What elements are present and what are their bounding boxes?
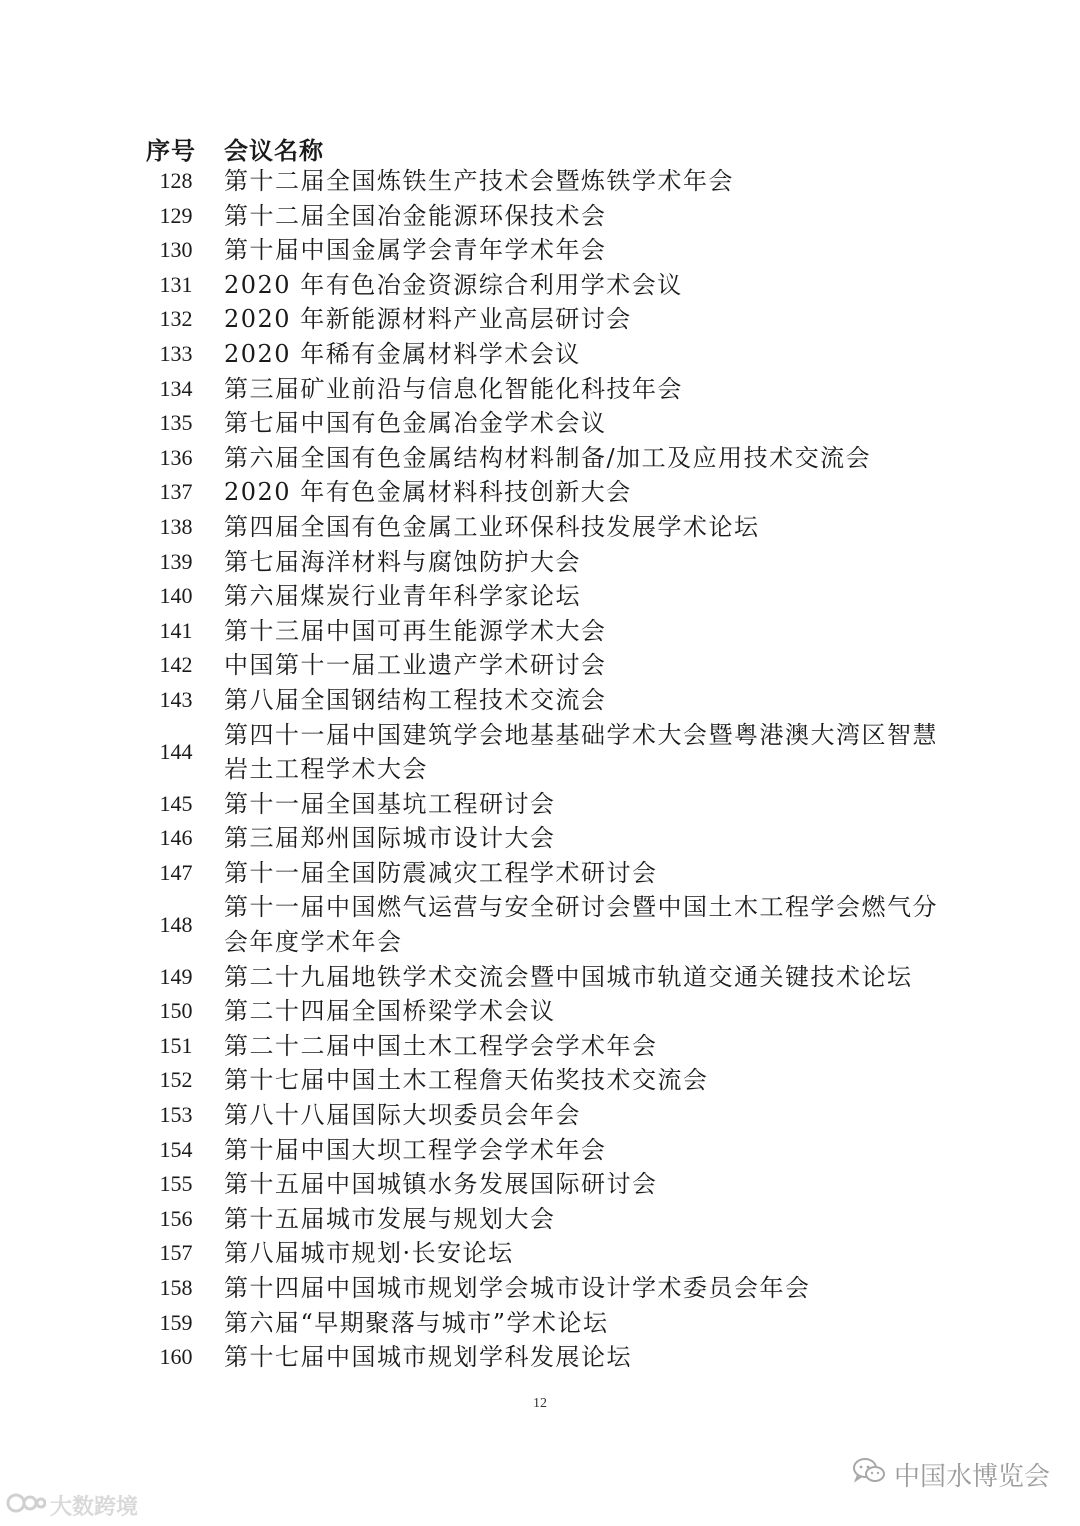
table-row bbox=[146, 960, 946, 995]
header-name-label: 会议名称 bbox=[224, 135, 324, 165]
row-number: 135 bbox=[159, 410, 193, 436]
table-row bbox=[146, 545, 946, 580]
row-number: 142 bbox=[159, 652, 193, 678]
table-row bbox=[146, 475, 946, 510]
table-row bbox=[146, 1236, 946, 1271]
row-number: 133 bbox=[159, 340, 193, 366]
conference-name: 第八届全国钢结构工程技术交流会 bbox=[224, 685, 607, 714]
table-row bbox=[146, 890, 946, 959]
table-header bbox=[146, 128, 324, 168]
table-row bbox=[146, 994, 946, 1029]
conference-name: 第二十四届全国桥梁学术会议 bbox=[224, 997, 556, 1026]
conference-name: 第十一届中国燃气运营与安全研讨会暨中国土木工程学会燃气分会年度学术年会 bbox=[224, 893, 938, 957]
row-number: 145 bbox=[159, 790, 193, 816]
conference-name: 第六届“早期聚落与城市”学术论坛 bbox=[224, 1308, 609, 1337]
row-number: 146 bbox=[159, 825, 193, 851]
table-row bbox=[146, 406, 946, 441]
row-number: 150 bbox=[159, 998, 193, 1024]
row-number: 128 bbox=[159, 168, 193, 193]
table-row bbox=[146, 614, 946, 649]
table-row bbox=[146, 302, 946, 337]
row-number: 152 bbox=[159, 1067, 193, 1093]
row-number: 143 bbox=[159, 686, 193, 712]
conference-name: 第四届全国有色金属工业环保科技发展学术论坛 bbox=[224, 512, 760, 541]
conference-name: 第四十一届中国建筑学会地基基础学术大会暨粤港澳大湾区智慧岩土工程学术大会 bbox=[224, 720, 938, 784]
table-row bbox=[146, 1340, 946, 1375]
header-number-label: 序号 bbox=[146, 135, 196, 165]
conference-name: 第八十八届国际大坝委员会年会 bbox=[224, 1101, 581, 1130]
row-number: 132 bbox=[159, 306, 193, 332]
conference-name: 第十五届城市发展与规划大会 bbox=[224, 1204, 556, 1233]
table-row bbox=[146, 233, 946, 268]
conference-name: 第六届煤炭行业青年科学家论坛 bbox=[224, 582, 581, 611]
table-row bbox=[146, 372, 946, 407]
conference-name: 2020 年有色冶金资源综合利用学术会议 bbox=[224, 270, 683, 299]
conference-name: 第十五届中国城镇水务发展国际研讨会 bbox=[224, 1170, 658, 1199]
row-number: 159 bbox=[159, 1309, 193, 1335]
conference-name: 第六届全国有色金属结构材料制备/加工及应用技术交流会 bbox=[224, 443, 872, 472]
page-number: 12 bbox=[533, 1396, 547, 1411]
conference-name: 第十七届中国土木工程詹天佑奖技术交流会 bbox=[224, 1066, 709, 1095]
conference-name: 第十四届中国城市规划学会城市设计学术委员会年会 bbox=[224, 1274, 811, 1302]
conference-name: 第十一届全国基坑工程研讨会 bbox=[224, 789, 556, 818]
table-row bbox=[146, 579, 946, 614]
row-number: 144 bbox=[159, 738, 193, 764]
conference-name: 第二十九届地铁学术交流会暨中国城市轨道交通关键技术论坛 bbox=[224, 962, 913, 991]
row-number: 131 bbox=[159, 271, 193, 297]
conference-name: 2020 年有色金属材料科技创新大会 bbox=[224, 478, 632, 507]
row-number: 149 bbox=[159, 963, 193, 989]
row-number: 153 bbox=[159, 1102, 193, 1128]
row-number: 134 bbox=[159, 375, 193, 401]
watermark-right-text: 中国水博览会 bbox=[893, 1462, 1050, 1492]
row-number: 136 bbox=[159, 444, 193, 470]
row-number: 129 bbox=[159, 202, 193, 228]
logo-mark-icon bbox=[6, 1491, 46, 1521]
conference-name: 第十届中国金属学会青年学术年会 bbox=[224, 236, 607, 265]
conference-name: 第七届中国有色金属冶金学术会议 bbox=[224, 409, 607, 438]
table-row bbox=[146, 648, 946, 683]
watermark-left-text: 大数跨境 bbox=[50, 1495, 139, 1520]
table-row bbox=[146, 337, 946, 372]
row-number: 151 bbox=[159, 1032, 193, 1058]
wechat-icon bbox=[852, 1457, 886, 1492]
row-number: 130 bbox=[159, 237, 193, 263]
table-row bbox=[146, 1133, 946, 1168]
conference-name: 第七届海洋材料与腐蚀防护大会 bbox=[224, 547, 581, 576]
watermark-wechat bbox=[852, 1456, 1050, 1493]
table-row bbox=[146, 718, 946, 787]
row-number: 138 bbox=[159, 513, 193, 539]
table-row bbox=[146, 856, 946, 891]
row-number: 157 bbox=[159, 1240, 193, 1266]
row-number: 156 bbox=[159, 1205, 193, 1231]
table-row bbox=[146, 1306, 946, 1341]
conference-name: 中国第十一届工业遗产学术研讨会 bbox=[224, 651, 607, 680]
table-row bbox=[146, 787, 946, 822]
conference-list bbox=[146, 164, 946, 1375]
table-row bbox=[146, 164, 946, 199]
conference-name: 第三届矿业前沿与信息化智能化科技年会 bbox=[224, 374, 683, 403]
watermark-site bbox=[6, 1490, 138, 1521]
conference-name: 第十一届全国防震减灾工程学术研讨会 bbox=[224, 858, 658, 887]
row-number: 137 bbox=[159, 479, 193, 505]
conference-name: 第三届郑州国际城市设计大会 bbox=[224, 824, 556, 853]
table-row bbox=[146, 1271, 946, 1306]
table-row bbox=[146, 1202, 946, 1237]
conference-name: 第八届城市规划·长安论坛 bbox=[224, 1239, 514, 1268]
conference-name: 2020 年稀有金属材料学术会议 bbox=[224, 339, 581, 368]
table-row bbox=[146, 683, 946, 718]
table-row bbox=[146, 441, 946, 476]
table-row bbox=[146, 821, 946, 856]
table-row bbox=[146, 1029, 946, 1064]
row-number: 148 bbox=[159, 911, 193, 937]
conference-name: 第十七届中国城市规划学科发展论坛 bbox=[224, 1343, 632, 1372]
row-number: 139 bbox=[159, 548, 193, 574]
conference-name: 第十届中国大坝工程学会学术年会 bbox=[224, 1135, 607, 1164]
table-row bbox=[146, 1098, 946, 1133]
row-number: 160 bbox=[159, 1344, 193, 1370]
table-row bbox=[146, 199, 946, 234]
row-number: 154 bbox=[159, 1136, 193, 1162]
table-row bbox=[146, 510, 946, 545]
table-row bbox=[146, 268, 946, 303]
row-number: 155 bbox=[159, 1171, 193, 1197]
conference-name: 第十二届全国冶金能源环保技术会 bbox=[224, 201, 607, 230]
row-number: 147 bbox=[159, 859, 193, 885]
table-row bbox=[146, 1167, 946, 1202]
row-number: 158 bbox=[159, 1275, 193, 1300]
row-number: 140 bbox=[159, 583, 193, 609]
conference-name: 第十三届中国可再生能源学术大会 bbox=[224, 616, 607, 645]
conference-name: 第二十二届中国土木工程学会学术年会 bbox=[224, 1031, 658, 1060]
conference-name: 第十二届全国炼铁生产技术会暨炼铁学术年会 bbox=[224, 167, 734, 195]
table-row bbox=[146, 1063, 946, 1098]
row-number: 141 bbox=[159, 617, 193, 643]
conference-name: 2020 年新能源材料产业高层研讨会 bbox=[224, 305, 632, 334]
